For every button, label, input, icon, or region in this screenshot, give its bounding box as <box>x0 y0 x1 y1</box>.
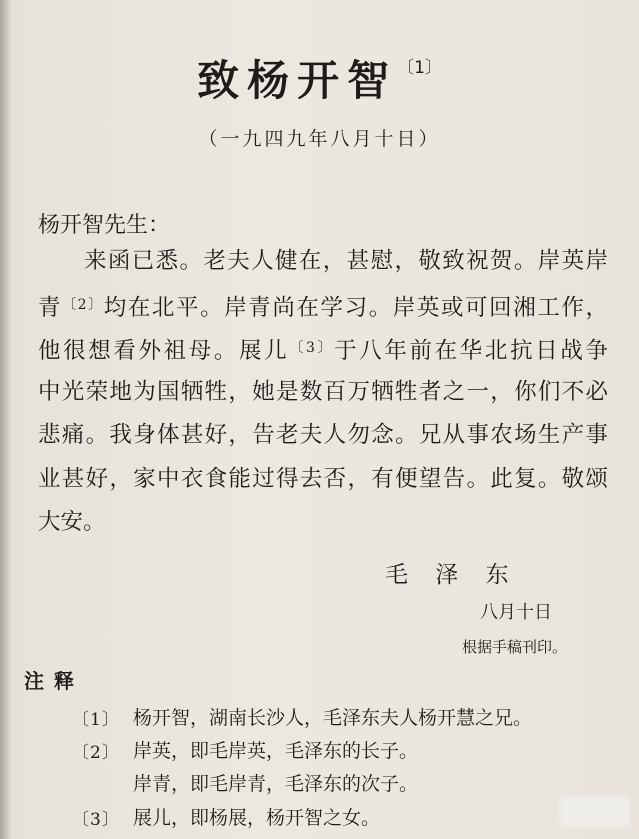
notes-heading: 注释 <box>24 669 84 693</box>
note-text-2: 岸英，即毛岸英，毛泽东的长子。 <box>133 740 419 762</box>
title-note-ref: 〔1〕 <box>397 58 442 78</box>
body-text: 青 <box>38 295 63 321</box>
note-ref-2: 〔2〕 <box>62 297 104 313</box>
body-line-3 <box>38 333 608 366</box>
body-text: 他很想看外祖母。展儿 <box>38 338 290 364</box>
body-text: 均在北平。岸青尚在学习。岸英或可回湘工作， <box>103 295 608 321</box>
note-marker-1: 〔1〕 <box>72 710 120 730</box>
body-line-7: 大安。 <box>38 509 106 535</box>
salutation: 杨开智先生： <box>38 213 171 238</box>
note-text-2b: 岸青，即毛岸青，毛泽东的次子。 <box>133 773 419 795</box>
note-ref-3: 〔3〕 <box>289 340 335 356</box>
body-line-6: 业甚好，家中衣食能过得去否，有便望告。此复。敬颂 <box>38 466 608 492</box>
note-marker-3: 〔3〕 <box>72 810 120 830</box>
body-line-1: 来函已悉。老夫人健在，甚慰，敬致祝贺。岸英岸 <box>84 248 608 274</box>
note-marker-2: 〔2〕 <box>72 743 120 763</box>
note-text-3: 展儿，即杨展，杨开智之女。 <box>133 807 381 829</box>
body-line-2 <box>38 290 608 323</box>
letter-title-text: 致杨开智 <box>197 56 398 105</box>
body-line-5: 悲痛。我身体甚好，告老夫人勿念。兄从事农场生产事 <box>38 422 608 448</box>
letter-date: （一九四九年八月十日） <box>198 128 441 150</box>
body-line-4: 中光荣地为国牺牲，她是数百万牺牲者之一，你们不必 <box>38 379 608 405</box>
source-note: 根据手稿刊印。 <box>462 638 568 656</box>
note-text-1: 杨开智，湖南长沙人，毛泽东夫人杨开慧之兄。 <box>133 707 533 729</box>
sign-date: 八月十日 <box>480 602 552 623</box>
body-text: 于八年前在华北抗日战争 <box>334 338 608 364</box>
blurred-watermark <box>560 797 630 827</box>
signature: 毛 泽 东 <box>385 562 519 588</box>
letter-title <box>0 48 639 108</box>
